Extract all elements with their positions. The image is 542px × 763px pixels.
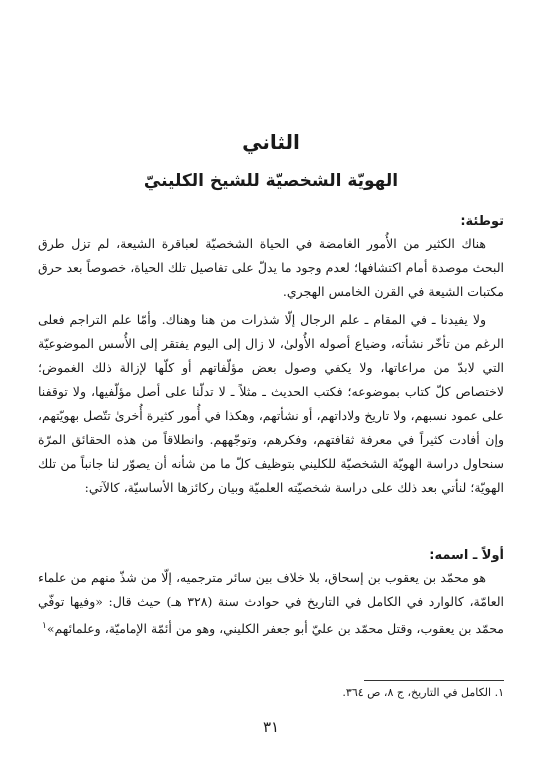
intro-heading: توطئة: [460,214,504,229]
chapter-title: الثاني [242,130,300,154]
section-paragraph-name [38,566,504,641]
intro-paragraph-1: هناك الكثير من الأُمور الغامضة في الحياة الشخصيّة لعباقرة الشيعة، لم تزل طرق البحث موصدة أمام اكتشافها؛ لعدم وجود ما يدلّ على تفاصيل تلك الحياة، خصوصاً بعد حرق مكتبات الشيعة في القرن الخامس الهجري. [38,236,504,299]
chapter-subtitle: الهويّة الشخصيّة للشيخ الكلينيّ [143,171,399,191]
footnote-divider [364,680,504,681]
section-heading-name: أولاً ـ اسمه: [429,548,504,563]
footnote-marker: ١ [42,621,47,631]
footnote: ١. الكامل في التاريخ، ج ٨، ص ٣٦٤. [342,686,504,699]
intro-paragraph-2: ولا يفيدنا ـ في المقام ـ علم الرجال إلّا شذرات من هنا وهناك. وأمّا علم التراجم فعلى الرغم من تأخّر نشأته، وضياع أصوله الأُولىٰ، لا زال إلى اليوم يفتقر إلى الأُسس الموضوعيّة التي لابدّ من مراعاتها، ولا يكفي وصول بعض مؤلّفاتهم أو كلّها لإزالة ذلك الغموض؛ لاختصاص كلّ كتاب بموضوعه؛ فكتب الحديث ـ مثلاً ـ لا تدلّنا على أصل مؤلّفيها، ولا توقفنا على عمود نسبهم، ولا تاريخ ولاداتهم، أو نشأتهم، وهكذا في أُمور كثيرة أُخرىٰ تتّصل بهويّتهم، وإن أفادت كثيراً في معرفة ثقافتهم، وفكرهم، وتوجّههم. وانطلاقاً من هذه الحقائق المرّة سنحاول دراسة الهويّة الشخصيّة للكليني بتوظيف كلّ ما من شأنه أن يصوّر لنا جانباً من تلك الهويّة؛ لنأتي بعد ذلك على دراسة شخصيّته العلميّة وبيان ركائزها الأساسيّة، كالآتي: [38,312,504,495]
page-number: ٣١ [262,718,280,736]
section-paragraph-text: هو محمّد بن يعقوب بن إسحاق، بلا خلاف بين سائر مترجميه، إلّا من شذّ منهم من علماء العامّة، كالوارد في الكامل في التاريخ في حوادث سنة (٣٢٨ هـ) حيث قال: «وفيها توفّي محمّد بن يعقوب، وقتل محمّد بن عليّ أبو جعفر الكليني، وهو من أئمّة الإماميّة، وعلمائهم» [38,570,505,637]
